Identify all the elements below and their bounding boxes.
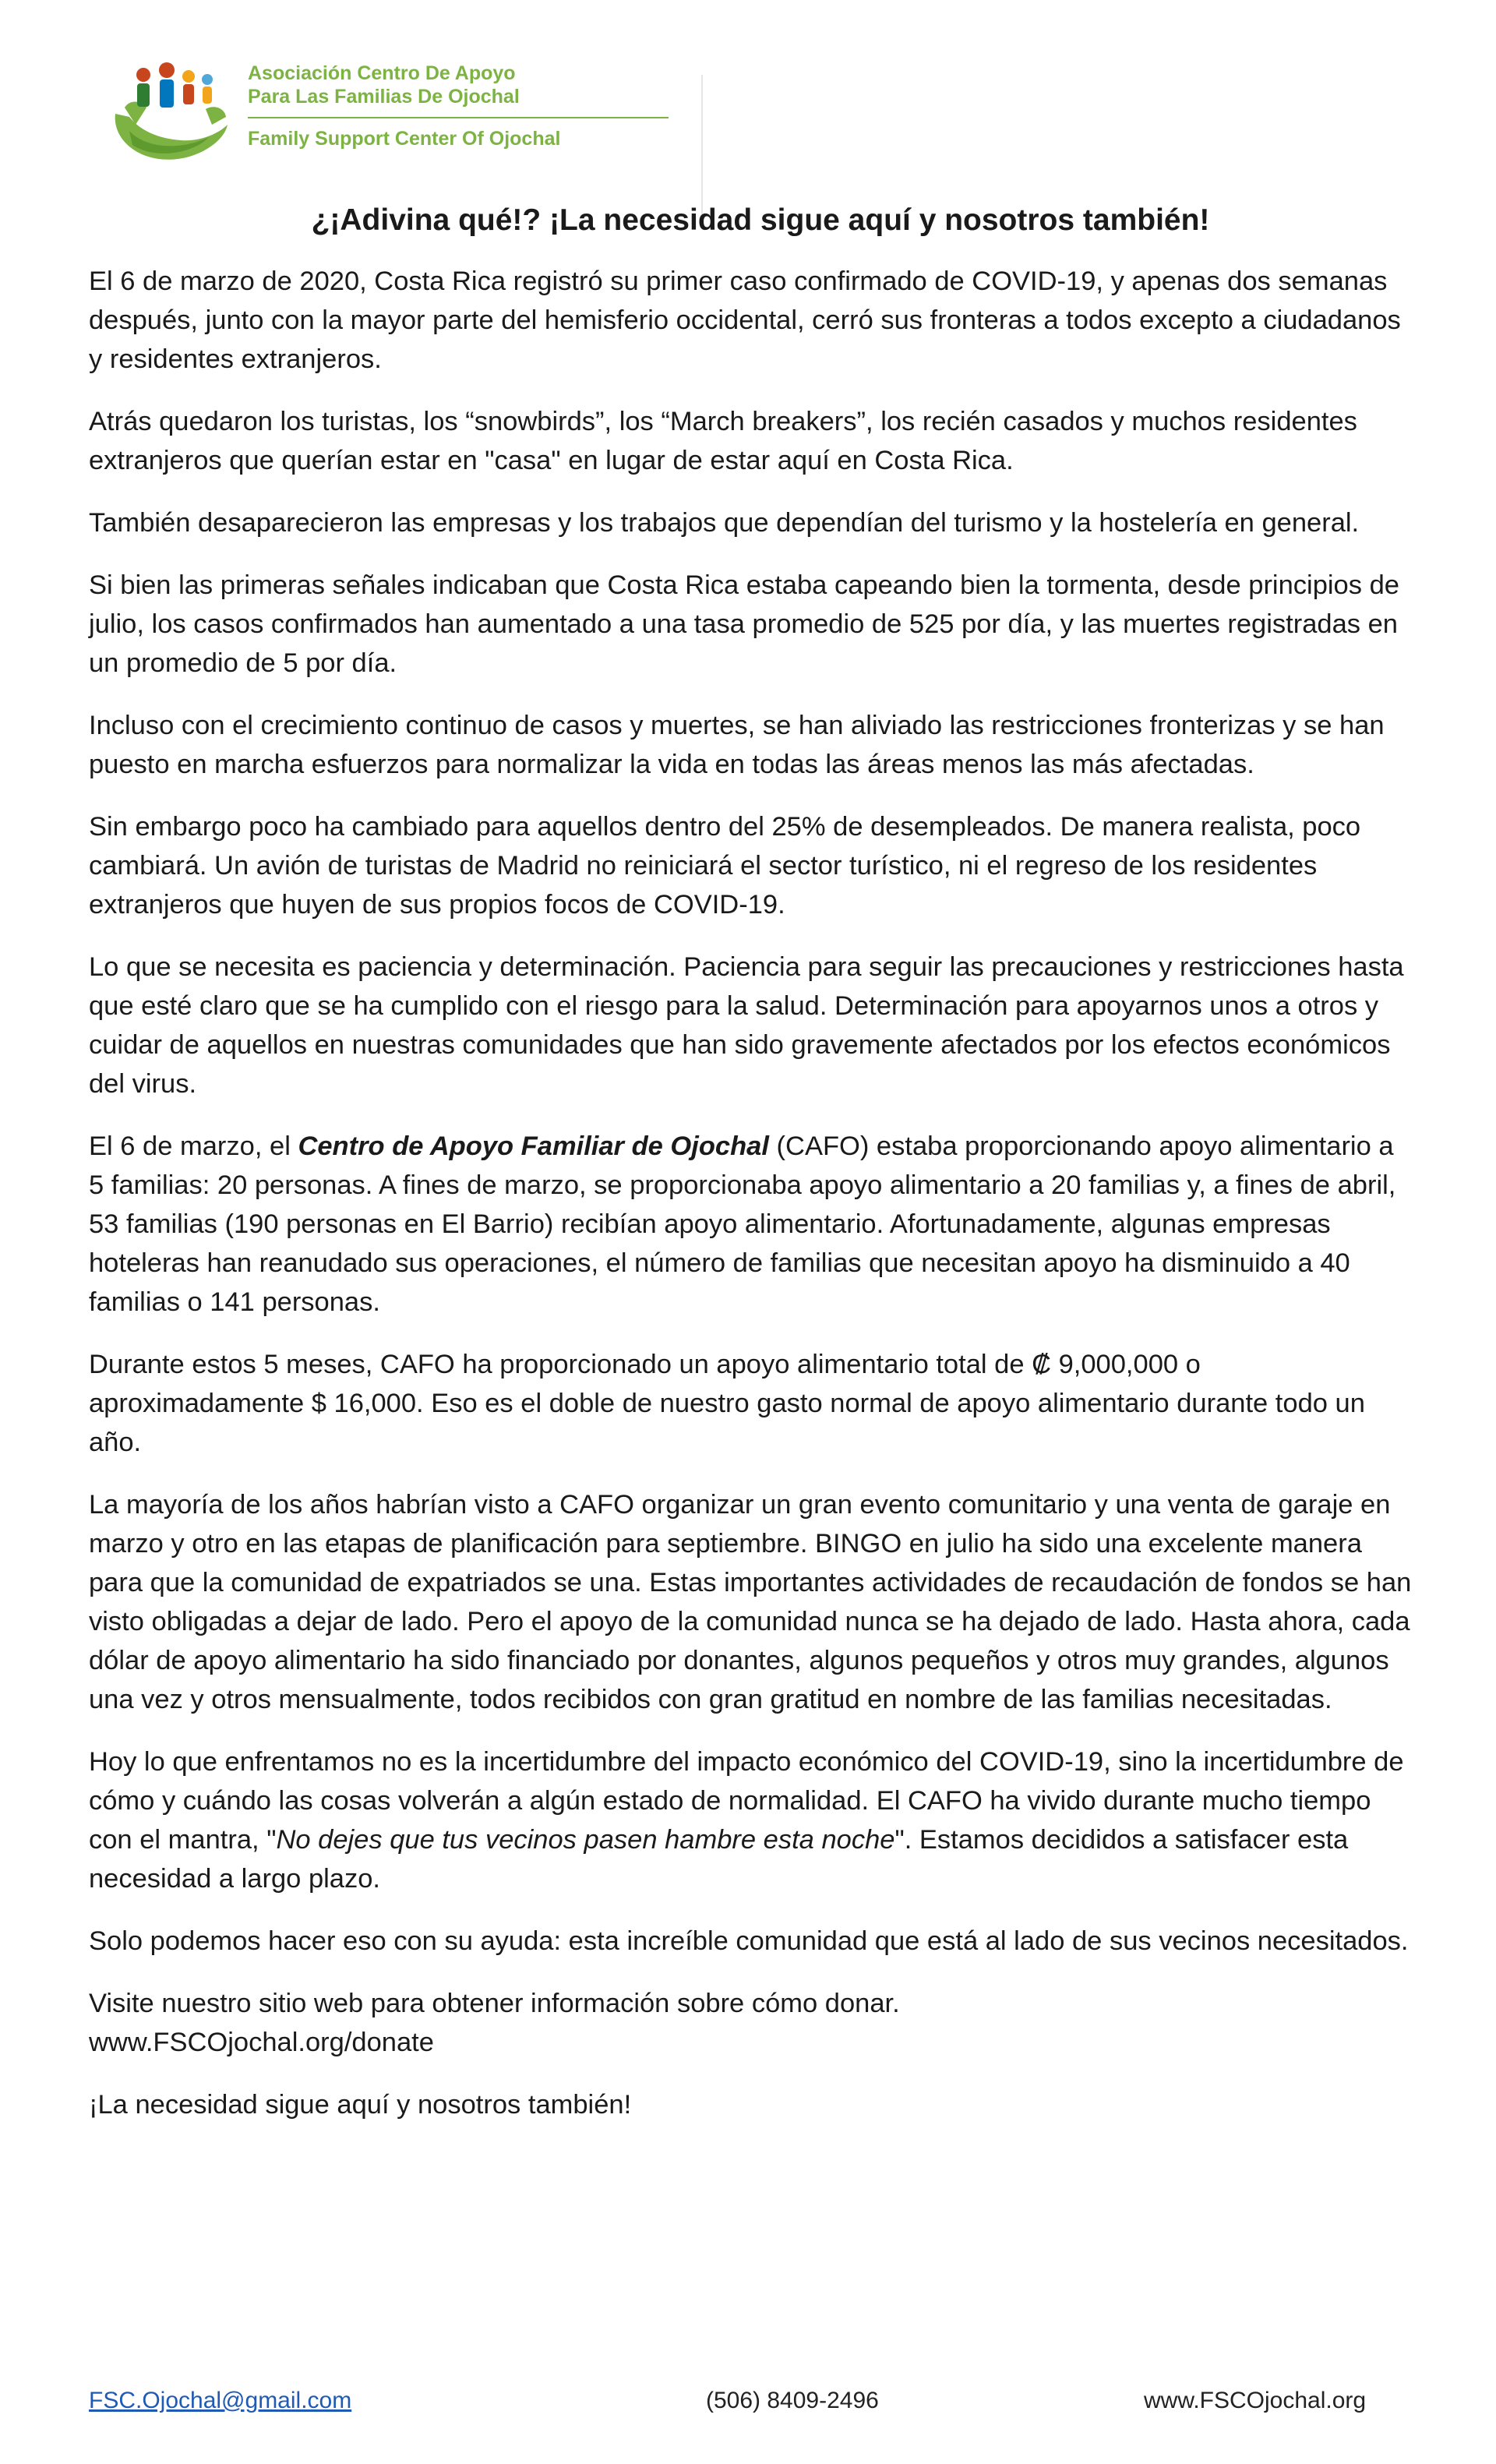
donate-instructions: Visite nuestro sitio web para obtener información sobre cómo donar. <box>89 1989 900 2018</box>
paragraph-2: Atrás quedaron los turistas, los “snowbirds”, los “March breakers”, los recién casados y muchos residentes extranjeros que querían estar en "casa" en lugar de estar aquí en Costa Rica. <box>89 407 1357 475</box>
header-vertical-rule <box>701 75 703 220</box>
org-name-line-2: Para Las Familias De Ojochal <box>248 86 520 108</box>
paragraph-11-intro: Hoy lo que enfrentamos no es la incertidumbre del impacto económico del COVID-19, sino la incertidumbre de cómo y cuándo las cosas volverán a algún estado de normalidad. El CAFO ha vivido durante mucho tiempo con el mantra, " <box>89 1747 1404 1855</box>
footer <box>0 2388 1496 2427</box>
page-title: ¿¡Adivina qué!? ¡La necesidad sigue aquí y nosotros también! <box>311 203 1210 237</box>
org-name-english: Family Support Center Of Ojochal <box>248 128 561 150</box>
paragraph-6: Sin embargo poco ha cambiado para aquellos dentro del 25% de desempleados. De manera realista, poco cambiará. Un avión de turistas de Madrid no reiniciará el sector turístico, ni el regreso de los residentes extranjeros que huyen de sus propios focos de COVID-19. <box>89 812 1361 920</box>
letterhead <box>87 36 679 184</box>
paragraph-8-intro: El 6 de marzo, el <box>89 1131 298 1161</box>
mantra-quote: No dejes que tus vecinos pasen hambre esta noche <box>276 1825 895 1855</box>
paragraph-7: Lo que se necesita es paciencia y determinación. Paciencia para seguir las precauciones y restricciones hasta que esté claro que se ha cumplido con el riesgo para la salud. Determinación para apoyarnos unos a otros y cuidar de aquellos en nuestras comunidades que han sido gravemente afectados por los efectos económicos del virus. <box>89 952 1404 1099</box>
paragraph-5: Incluso con el crecimiento continuo de casos y muertes, se han aliviado las restricciones fronterizas y se han puesto en marcha esfuerzos para normalizar la vida en todas las áreas menos las más afectadas. <box>89 711 1385 779</box>
family-hands-logo <box>109 53 234 170</box>
footer-phone: (506) 8409-2496 <box>706 2388 879 2413</box>
footer-website: www.FSCOjochal.org <box>1144 2388 1367 2413</box>
paragraph-1: El 6 de marzo de 2020, Costa Rica registró su primer caso confirmado de COVID-19, y apenas dos semanas después, junto con la mayor parte del hemisferio occidental, cerró sus fronteras a todos excepto a ciudadanos y residentes extranjeros. <box>89 267 1401 374</box>
closing-line: ¡La necesidad sigue aquí y nosotros también! <box>89 2090 632 2120</box>
paragraph-3: También desaparecieron las empresas y los trabajos que dependían del turismo y la hostelería en general. <box>89 508 1360 538</box>
paragraph-8-body: (CAFO) estaba proporcionando apoyo alimentario a 5 familias: 20 personas. A fines de marzo, se proporcionaba apoyo alimentario a 20 familias y, a fines de abril, 53 familias (190 personas en El Barrio) recibían apoyo alimentario. Afortunadamente, algunas empresas hoteleras han reanudado sus operaciones, el número de familias que necesitan apoyo ha disminuido a 40 familias o 141 personas. <box>89 1131 1396 1317</box>
org-name-line-1: Asociación Centro De Apoyo <box>248 62 516 84</box>
letter-body <box>89 201 1413 2148</box>
paragraph-4: Si bien las primeras señales indicaban que Costa Rica estaba capeando bien la tormenta, desde principios de julio, los casos confirmados han aumentado a una tasa promedio de 525 por día, y las muertes registradas en un promedio de 5 por día. <box>89 570 1399 678</box>
paragraph-8 <box>89 1127 1413 1322</box>
paragraph-10: La mayoría de los años habrían visto a CAFO organizar un gran evento comunitario y una venta de garaje en marzo y otro en las etapas de planificación para septiembre. BINGO en julio ha sido una excelente manera para que la comunidad de expatriados se una. Estas importantes actividades de recaudación de fondos se han visto obligadas a dejar de lado. Pero el apoyo de la comunidad nunca se ha dejado de lado. Hasta ahora, cada dólar de apoyo alimentario ha sido financiado por donantes, algunos pequeños y otros muy grandes, algunos una vez y otros mensualmente, todos recibidos con gran gratitud en nombre de las familias necesitadas. <box>89 1490 1412 1714</box>
org-name-emphasis: Centro de Apoyo Familiar de Ojochal <box>298 1131 769 1161</box>
header-divider <box>248 117 669 118</box>
paragraph-11-end: ". Estamos decididos a satisfacer esta necesidad a largo plazo. <box>89 1825 1349 1894</box>
paragraph-9: Durante estos 5 meses, CAFO ha proporcionado un apoyo alimentario total de ₡ 9,000,000 o aproximadamente $ 16,000. Eso es el doble de nuestro gasto normal de apoyo alimentario durante todo un año. <box>89 1350 1365 1457</box>
footer-email-link[interactable]: FSC.Ojochal@gmail.com <box>89 2388 352 2413</box>
paragraph-11 <box>89 1742 1413 1898</box>
donate-url: www.FSCOjochal.org/donate <box>89 2028 434 2057</box>
paragraph-12: Solo podemos hacer eso con su ayuda: esta increíble comunidad que está al lado de sus vecinos necesitados. <box>89 1926 1409 1956</box>
